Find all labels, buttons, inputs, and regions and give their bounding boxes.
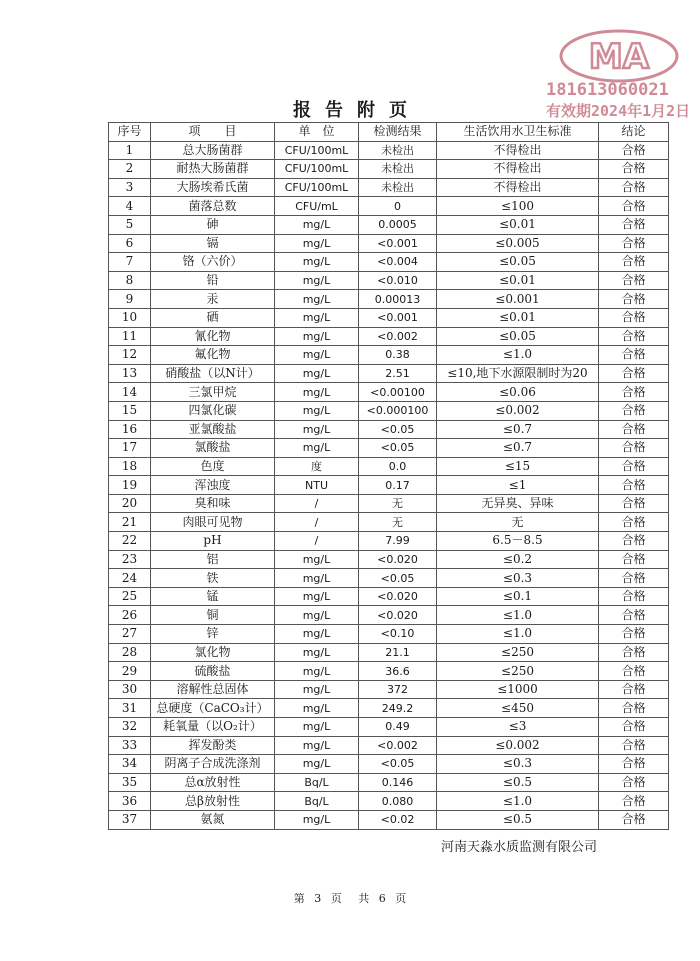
cell-conclusion: 合格: [599, 550, 669, 569]
cell-standard: 6.5－8.5: [437, 532, 599, 551]
cell-standard: ≤10,地下水源限制时为20: [437, 364, 599, 383]
cell-conclusion: 合格: [599, 401, 669, 420]
cell-unit: mg/L: [275, 271, 359, 290]
table-row: [109, 532, 669, 551]
cell-item: 大肠埃希氏菌: [151, 178, 275, 197]
cell-standard: 无: [437, 513, 599, 532]
table-row: [109, 271, 669, 290]
cell-item: 阴离子合成洗涤剂: [151, 755, 275, 774]
cell-result: 未检出: [359, 178, 437, 197]
header-result: 检测结果: [359, 123, 437, 142]
cma-logo-icon: [558, 28, 680, 84]
cell-unit: Bq/L: [275, 792, 359, 811]
cell-item: 铝: [151, 550, 275, 569]
cell-unit: CFU/100mL: [275, 178, 359, 197]
cell-item: 氟化物: [151, 346, 275, 365]
cell-no: 28: [109, 643, 151, 662]
table-row: [109, 606, 669, 625]
cell-conclusion: 合格: [599, 587, 669, 606]
cell-unit: mg/L: [275, 327, 359, 346]
company-name: 河南天淼水质监测有限公司: [441, 840, 598, 855]
cell-result: <0.004: [359, 253, 437, 272]
cell-standard: ≤450: [437, 699, 599, 718]
cell-standard: ≤3: [437, 718, 599, 737]
cell-no: 9: [109, 290, 151, 309]
cell-item: 总α放射性: [151, 773, 275, 792]
cell-result: 0.17: [359, 476, 437, 495]
cell-result: <0.002: [359, 736, 437, 755]
cell-standard: ≤0.3: [437, 569, 599, 588]
cell-standard: 无异臭、异味: [437, 494, 599, 513]
cell-conclusion: 合格: [599, 178, 669, 197]
table-row: [109, 401, 669, 420]
table-row: [109, 494, 669, 513]
cell-standard: ≤0.7: [437, 420, 599, 439]
page-footer: [0, 890, 700, 906]
table-row: [109, 457, 669, 476]
table-row: [109, 290, 669, 309]
footer-page-current: 3: [314, 892, 322, 905]
cell-no: 24: [109, 569, 151, 588]
table-row: [109, 308, 669, 327]
table-row: [109, 383, 669, 402]
cell-unit: mg/L: [275, 736, 359, 755]
cell-standard: ≤0.002: [437, 736, 599, 755]
cell-item: 浑浊度: [151, 476, 275, 495]
cell-conclusion: 合格: [599, 476, 669, 495]
cell-unit: CFU/100mL: [275, 141, 359, 160]
cell-result: <0.05: [359, 569, 437, 588]
cell-unit: mg/L: [275, 810, 359, 829]
cell-item: 氨氮: [151, 810, 275, 829]
cell-unit: mg/L: [275, 643, 359, 662]
cell-result: 21.1: [359, 643, 437, 662]
cell-no: 15: [109, 401, 151, 420]
cell-conclusion: 合格: [599, 197, 669, 216]
cell-standard: 不得检出: [437, 141, 599, 160]
header-conclusion: 结论: [599, 123, 669, 142]
table-row: [109, 420, 669, 439]
table-row: [109, 253, 669, 272]
cell-result: <0.05: [359, 420, 437, 439]
table-row: [109, 346, 669, 365]
cell-conclusion: 合格: [599, 680, 669, 699]
cell-unit: mg/L: [275, 420, 359, 439]
cell-no: 10: [109, 308, 151, 327]
cell-no: 21: [109, 513, 151, 532]
cell-no: 36: [109, 792, 151, 811]
cell-item: 硝酸盐（以N计）: [151, 364, 275, 383]
cell-standard: ≤1.0: [437, 606, 599, 625]
cell-item: 总β放射性: [151, 792, 275, 811]
cell-item: 肉眼可见物: [151, 513, 275, 532]
cell-item: 铅: [151, 271, 275, 290]
cell-standard: ≤0.5: [437, 773, 599, 792]
results-table: [108, 122, 669, 830]
cell-no: 8: [109, 271, 151, 290]
cell-no: 31: [109, 699, 151, 718]
cell-standard: ≤250: [437, 662, 599, 681]
cell-result: <0.001: [359, 234, 437, 253]
cell-unit: CFU/100mL: [275, 160, 359, 179]
cell-result: <0.05: [359, 439, 437, 458]
table-row: [109, 755, 669, 774]
cell-unit: mg/L: [275, 383, 359, 402]
cell-no: 34: [109, 755, 151, 774]
cell-conclusion: 合格: [599, 532, 669, 551]
cell-conclusion: 合格: [599, 364, 669, 383]
cell-item: 汞: [151, 290, 275, 309]
cell-standard: 不得检出: [437, 160, 599, 179]
footer-total-unit: 页: [395, 892, 407, 905]
table-row: [109, 699, 669, 718]
cell-no: 33: [109, 736, 151, 755]
cell-conclusion: 合格: [599, 625, 669, 644]
cell-standard: 不得检出: [437, 178, 599, 197]
table-row: [109, 792, 669, 811]
cell-item: 铁: [151, 569, 275, 588]
cell-conclusion: 合格: [599, 308, 669, 327]
cell-conclusion: 合格: [599, 718, 669, 737]
cell-no: 37: [109, 810, 151, 829]
footer-total-prefix: 共: [358, 892, 370, 905]
svg-text:MA: MA: [588, 37, 650, 77]
cell-conclusion: 合格: [599, 160, 669, 179]
cell-unit: 度: [275, 457, 359, 476]
cell-standard: ≤0.5: [437, 810, 599, 829]
cell-result: 未检出: [359, 141, 437, 160]
cell-item: 氯酸盐: [151, 439, 275, 458]
header-unit: 单 位: [275, 123, 359, 142]
cell-unit: NTU: [275, 476, 359, 495]
cell-no: 12: [109, 346, 151, 365]
cell-no: 6: [109, 234, 151, 253]
cell-item: 氯化物: [151, 643, 275, 662]
table-row: [109, 234, 669, 253]
table-row: [109, 587, 669, 606]
cell-no: 16: [109, 420, 151, 439]
cell-conclusion: 合格: [599, 234, 669, 253]
cell-result: 36.6: [359, 662, 437, 681]
cell-result: 无: [359, 494, 437, 513]
cell-unit: mg/L: [275, 290, 359, 309]
cell-item: 硒: [151, 308, 275, 327]
cell-result: <0.05: [359, 755, 437, 774]
cell-standard: ≤0.005: [437, 234, 599, 253]
cell-standard: ≤0.01: [437, 215, 599, 234]
cell-standard: ≤1.0: [437, 346, 599, 365]
cell-unit: mg/L: [275, 680, 359, 699]
cell-result: 0.0: [359, 457, 437, 476]
cell-no: 20: [109, 494, 151, 513]
cell-standard: ≤0.002: [437, 401, 599, 420]
cell-standard: ≤0.06: [437, 383, 599, 402]
cell-no: 13: [109, 364, 151, 383]
cell-unit: mg/L: [275, 569, 359, 588]
cell-unit: mg/L: [275, 606, 359, 625]
cell-item: 铬（六价）: [151, 253, 275, 272]
cell-standard: ≤0.1: [437, 587, 599, 606]
table-row: [109, 569, 669, 588]
cell-conclusion: 合格: [599, 383, 669, 402]
cell-standard: ≤0.05: [437, 327, 599, 346]
table-row: [109, 773, 669, 792]
cell-unit: Bq/L: [275, 773, 359, 792]
cell-item: 色度: [151, 457, 275, 476]
cell-conclusion: 合格: [599, 457, 669, 476]
cell-conclusion: 合格: [599, 494, 669, 513]
cell-result: 0.0005: [359, 215, 437, 234]
cell-result: <0.00100: [359, 383, 437, 402]
table-row: [109, 476, 669, 495]
cell-no: 22: [109, 532, 151, 551]
cell-unit: /: [275, 513, 359, 532]
cell-item: 三氯甲烷: [151, 383, 275, 402]
cell-no: 26: [109, 606, 151, 625]
cell-unit: /: [275, 494, 359, 513]
cell-result: <0.002: [359, 327, 437, 346]
cell-unit: mg/L: [275, 215, 359, 234]
cell-result: 0.146: [359, 773, 437, 792]
cell-standard: ≤15: [437, 457, 599, 476]
header-no: 序号: [109, 123, 151, 142]
cell-standard: ≤1.0: [437, 792, 599, 811]
cell-result: 0.080: [359, 792, 437, 811]
cell-no: 4: [109, 197, 151, 216]
cell-item: 总大肠菌群: [151, 141, 275, 160]
cell-conclusion: 合格: [599, 810, 669, 829]
cell-no: 18: [109, 457, 151, 476]
table-row: [109, 178, 669, 197]
cell-conclusion: 合格: [599, 346, 669, 365]
cell-standard: ≤0.001: [437, 290, 599, 309]
cell-no: 17: [109, 439, 151, 458]
footer-page-total: 6: [378, 892, 386, 905]
cell-item: 砷: [151, 215, 275, 234]
footer-page-prefix: 第: [293, 892, 305, 905]
cell-result: 2.51: [359, 364, 437, 383]
cell-conclusion: 合格: [599, 215, 669, 234]
table-row: [109, 718, 669, 737]
cell-conclusion: 合格: [599, 141, 669, 160]
table-row: [109, 439, 669, 458]
table-row: [109, 327, 669, 346]
table-row: [109, 364, 669, 383]
table-row: [109, 160, 669, 179]
cell-result: <0.020: [359, 606, 437, 625]
cell-item: 硫酸盐: [151, 662, 275, 681]
table-row: [109, 736, 669, 755]
table-row: [109, 625, 669, 644]
cell-no: 3: [109, 178, 151, 197]
cell-standard: ≤1.0: [437, 625, 599, 644]
cell-no: 19: [109, 476, 151, 495]
cell-result: 249.2: [359, 699, 437, 718]
cell-result: <0.001: [359, 308, 437, 327]
cell-conclusion: 合格: [599, 253, 669, 272]
cell-standard: ≤1000: [437, 680, 599, 699]
cell-conclusion: 合格: [599, 699, 669, 718]
cell-no: 2: [109, 160, 151, 179]
cell-item: pH: [151, 532, 275, 551]
cell-conclusion: 合格: [599, 271, 669, 290]
cell-conclusion: 合格: [599, 662, 669, 681]
cell-no: 35: [109, 773, 151, 792]
cell-conclusion: 合格: [599, 606, 669, 625]
cell-standard: ≤0.01: [437, 271, 599, 290]
cell-item: 亚氯酸盐: [151, 420, 275, 439]
cell-item: 耐热大肠菌群: [151, 160, 275, 179]
cell-conclusion: 合格: [599, 792, 669, 811]
cell-item: 耗氧量（以O₂计）: [151, 718, 275, 737]
cell-no: 14: [109, 383, 151, 402]
cell-result: 0.00013: [359, 290, 437, 309]
cell-item: 锌: [151, 625, 275, 644]
cell-unit: mg/L: [275, 364, 359, 383]
cell-standard: ≤250: [437, 643, 599, 662]
table-row: [109, 141, 669, 160]
cell-unit: CFU/mL: [275, 197, 359, 216]
table-header-row: [109, 123, 669, 142]
cell-conclusion: 合格: [599, 513, 669, 532]
cell-unit: mg/L: [275, 234, 359, 253]
cell-conclusion: 合格: [599, 290, 669, 309]
cell-conclusion: 合格: [599, 755, 669, 774]
cell-standard: ≤0.2: [437, 550, 599, 569]
cell-unit: mg/L: [275, 662, 359, 681]
table-row: [109, 513, 669, 532]
cell-conclusion: 合格: [599, 736, 669, 755]
footer-page-unit: 页: [330, 892, 342, 905]
cell-item: 氰化物: [151, 327, 275, 346]
cell-unit: mg/L: [275, 699, 359, 718]
cell-result: <0.10: [359, 625, 437, 644]
cell-conclusion: 合格: [599, 420, 669, 439]
cell-conclusion: 合格: [599, 773, 669, 792]
cell-result: 7.99: [359, 532, 437, 551]
table-row: [109, 643, 669, 662]
table-row: [109, 550, 669, 569]
cell-no: 30: [109, 680, 151, 699]
cell-no: 11: [109, 327, 151, 346]
page-title: 报告附页: [293, 100, 421, 121]
cell-conclusion: 合格: [599, 569, 669, 588]
cell-result: 0.49: [359, 718, 437, 737]
table-row: [109, 215, 669, 234]
cell-unit: mg/L: [275, 439, 359, 458]
cell-unit: mg/L: [275, 308, 359, 327]
table-row: [109, 810, 669, 829]
cell-no: 27: [109, 625, 151, 644]
cell-result: <0.010: [359, 271, 437, 290]
cell-no: 32: [109, 718, 151, 737]
table-row: [109, 662, 669, 681]
cell-item: 溶解性总固体: [151, 680, 275, 699]
cell-standard: ≤0.05: [437, 253, 599, 272]
header-item: 项 目: [151, 123, 275, 142]
cell-result: <0.020: [359, 587, 437, 606]
cell-no: 29: [109, 662, 151, 681]
cell-result: <0.020: [359, 550, 437, 569]
cell-item: 锰: [151, 587, 275, 606]
cell-unit: mg/L: [275, 550, 359, 569]
cell-unit: mg/L: [275, 755, 359, 774]
cell-conclusion: 合格: [599, 439, 669, 458]
cell-item: 四氯化碳: [151, 401, 275, 420]
cell-item: 铜: [151, 606, 275, 625]
cell-result: <0.000100: [359, 401, 437, 420]
cell-no: 23: [109, 550, 151, 569]
cell-conclusion: 合格: [599, 643, 669, 662]
cell-standard: ≤100: [437, 197, 599, 216]
table-row: [109, 197, 669, 216]
cell-result: 0.38: [359, 346, 437, 365]
cell-item: 总硬度（CaCO₃计）: [151, 699, 275, 718]
cell-unit: mg/L: [275, 718, 359, 737]
stamp-validity: 有效期2024年1月2日: [546, 102, 691, 120]
cell-no: 25: [109, 587, 151, 606]
cell-item: 镉: [151, 234, 275, 253]
cell-standard: ≤0.01: [437, 308, 599, 327]
table-body: [109, 141, 669, 829]
cell-standard: ≤0.7: [437, 439, 599, 458]
cell-standard: ≤1: [437, 476, 599, 495]
cell-no: 7: [109, 253, 151, 272]
cell-standard: ≤0.3: [437, 755, 599, 774]
cell-unit: mg/L: [275, 346, 359, 365]
cell-unit: mg/L: [275, 401, 359, 420]
cell-no: 5: [109, 215, 151, 234]
cell-result: 无: [359, 513, 437, 532]
cell-unit: /: [275, 532, 359, 551]
cell-result: <0.02: [359, 810, 437, 829]
cell-item: 挥发酚类: [151, 736, 275, 755]
cell-unit: mg/L: [275, 625, 359, 644]
cell-result: 0: [359, 197, 437, 216]
cell-unit: mg/L: [275, 253, 359, 272]
cell-item: 臭和味: [151, 494, 275, 513]
stamp-cert-number: 181613060021: [546, 80, 669, 100]
cell-unit: mg/L: [275, 587, 359, 606]
header-standard: 生活饮用水卫生标准: [437, 123, 599, 142]
cell-item: 菌落总数: [151, 197, 275, 216]
cell-no: 1: [109, 141, 151, 160]
cell-conclusion: 合格: [599, 327, 669, 346]
table-row: [109, 680, 669, 699]
cell-result: 未检出: [359, 160, 437, 179]
cell-result: 372: [359, 680, 437, 699]
